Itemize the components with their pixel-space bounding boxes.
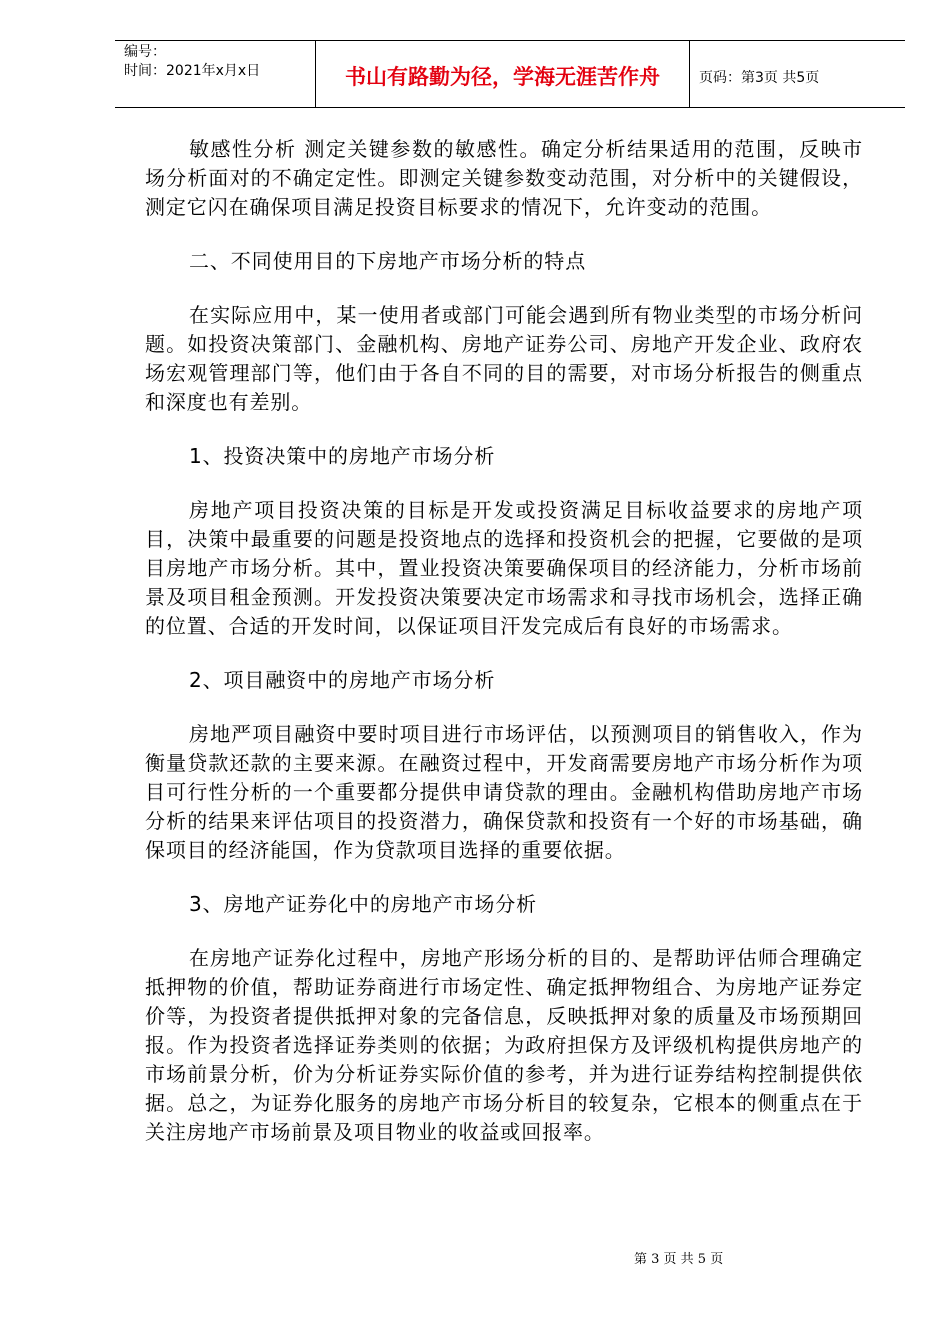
page-header [115,40,905,108]
document-body [145,135,863,1172]
header-meta-cell [115,41,316,107]
paragraph-securitization: 在房地产证券化过程中，房地产形场分析的目的、是帮助评估师合理确定抵押物的价值，帮助证券商进行市场定性、确定抵押物组合、为房地产证券定价等，为投资者提供抵押对象的完备信息，反映抵押对象的质量及市场预期回报。作为投资者选择证券类则的依据；为政府担保方及评级机构提供房地产的市场前景分析，价为分析证券实际价值的参考，并为进行证券结构控制提供依据。总之，为证券化服务的房地产市场分析目的较复杂，它根本的侧重点在于关注房地产市场前景及项目物业的收益或回报率。 [145,946,863,1144]
section-heading: 二、不同使用目的下房地产市场分析的特点 [189,249,587,273]
paragraph-intro: 在实际应用中，某一使用者或部门可能会遇到所有物业类型的市场分析问题。如投资决策部门、金融机构、房地产证券公司、房地产开发企业、政府农场宏观管理部门等，他们由于各自不同的目的需要，对市场分析报告的侧重点和深度也有差别。 [145,303,863,414]
subheading-securitization: 3、房地产证券化中的房地产市场分析 [189,892,538,916]
paragraph-sensitivity: 敏感性分析 测定关键参数的敏感性。确定分析结果适用的范围，反映市场分析面对的不确定定性。即测定关键参数变动范围，对分析中的关键假设，测定它闪在确保项目满足投资目标要求的情况下，允许变动的范围。 [145,137,863,219]
number-label: 编号： [124,44,166,60]
subheading-financing: 2、项目融资中的房地产市场分析 [189,668,496,692]
header-page-cell [690,41,905,107]
header-motto-cell [316,41,690,107]
time-label: 时间：2021年x月x日 [124,63,261,79]
motto-text: 书山有路勤为径，学海无涯苦作舟 [345,65,660,89]
subheading-investment: 1、投资决策中的房地产市场分析 [189,444,496,468]
page-info: 页码：第3页 共5页 [699,70,820,86]
paragraph-investment: 房地产项目投资决策的目标是开发或投资满足目标收益要求的房地产项目，决策中最重要的问题是投资地点的选择和投资机会的把握，它要做的是项目房地产市场分析。其中，置业投资决策要确保项目的经济能力，分析市场前景及项目租金预测。开发投资决策要决定市场需求和寻找市场机会，选择正确的位置、合适的开发时间，以保证项目汗发完成后有良好的市场需求。 [145,498,863,638]
paragraph-financing: 房地严项目融资中要时项目进行市场评估，以预测项目的销售收入，作为衡量贷款还款的主要来源。在融资过程中，开发商需要房地产市场分析作为项目可行性分析的一个重要都分提供申请贷款的理由。金融机构借助房地产市场分析的结果来评估项目的投资潜力，确保贷款和投资有一个好的市场基础，确保项目的经济能国，作为贷款项目选择的重要依据。 [145,722,863,862]
page-footer: 第 3 页 共 5 页 [634,1252,724,1267]
